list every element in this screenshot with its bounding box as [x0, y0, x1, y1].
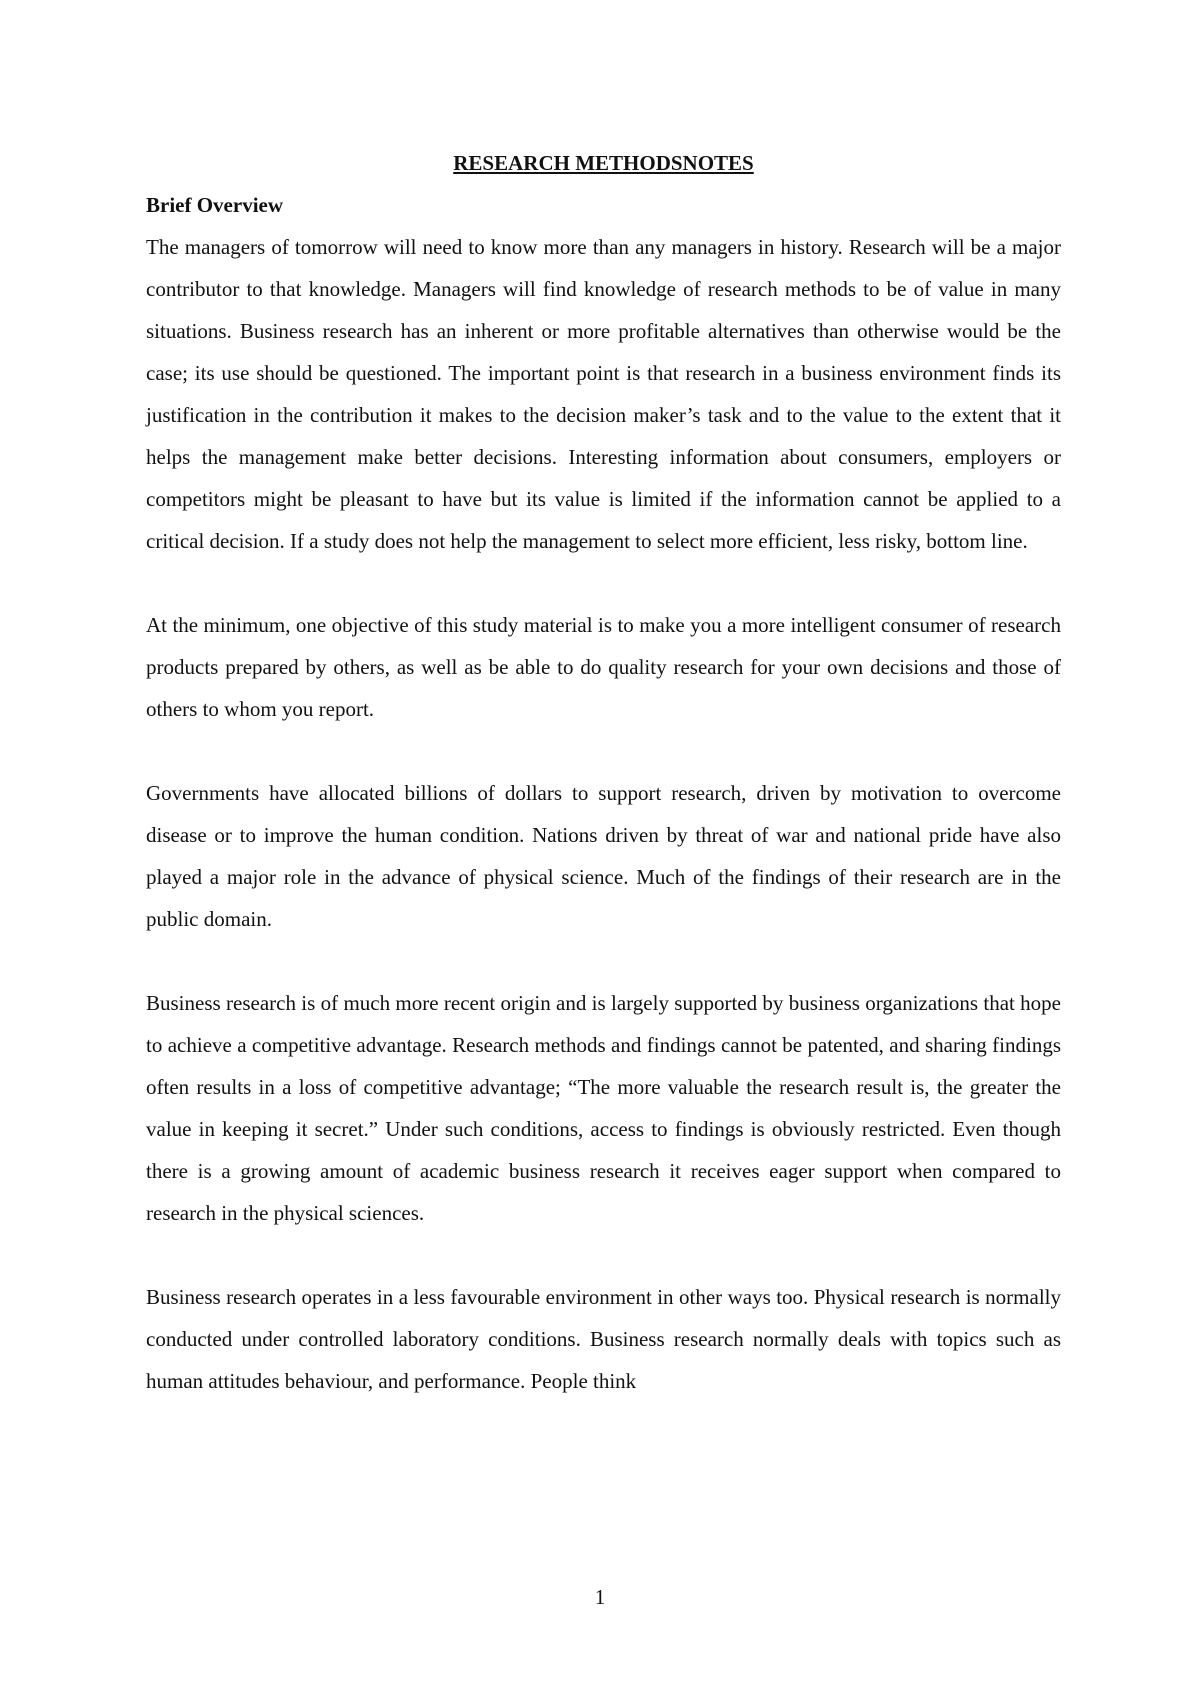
paragraph-2: At the minimum, one objective of this study material is to make you a more intelligent consumer of research products prepared by others, as well as be able to do quality research for your own decisions and those of others to whom you report.	[146, 613, 1061, 721]
document-title: RESEARCH METHODSNOTES	[453, 151, 754, 175]
page-number: 1	[594, 1585, 606, 1609]
paragraph-1: The managers of tomorrow will need to know more than any managers in history. Research will be a major contributor to that knowledge. Managers will find knowledge of research methods to be of value in many situations. Business research has an inherent or more profitable alternatives than otherwise would be the case; its use should be questioned. The important point is that research in a business environment finds its justification in the contribution it makes to the decision maker’s task and to the value to the extent that it helps the management make better decisions. Interesting information about consumers, employers or competitors might be pleasant to have but its value is limited if the information cannot be applied to a critical decision. If a study does not help the management to select more efficient, less risky, bottom line.	[146, 235, 1061, 553]
page-content	[146, 142, 1061, 1444]
paragraph-5: Business research operates in a less favourable environment in other ways too. Physical research is normally conducted under controlled laboratory conditions. Business research normally deals with topics such as human attitudes behaviour, and performance. People think	[146, 1285, 1061, 1393]
section-heading: Brief Overview	[146, 193, 284, 217]
paragraph-3: Governments have allocated billions of dollars to support research, driven by motivation to overcome disease or to improve the human condition. Nations driven by threat of war and national pride have also played a major role in the advance of physical science. Much of the findings of their research are in the public domain.	[146, 781, 1061, 931]
paragraph-4: Business research is of much more recent origin and is largely supported by business organizations that hope to achieve a competitive advantage. Research methods and findings cannot be patented, and sharing findings often results in a loss of competitive advantage; “The more valuable the research result is, the greater the value in keeping it secret.” Under such conditions, access to findings is obviously restricted. Even though there is a growing amount of academic business research it receives eager support when compared to research in the physical sciences.	[146, 991, 1061, 1225]
